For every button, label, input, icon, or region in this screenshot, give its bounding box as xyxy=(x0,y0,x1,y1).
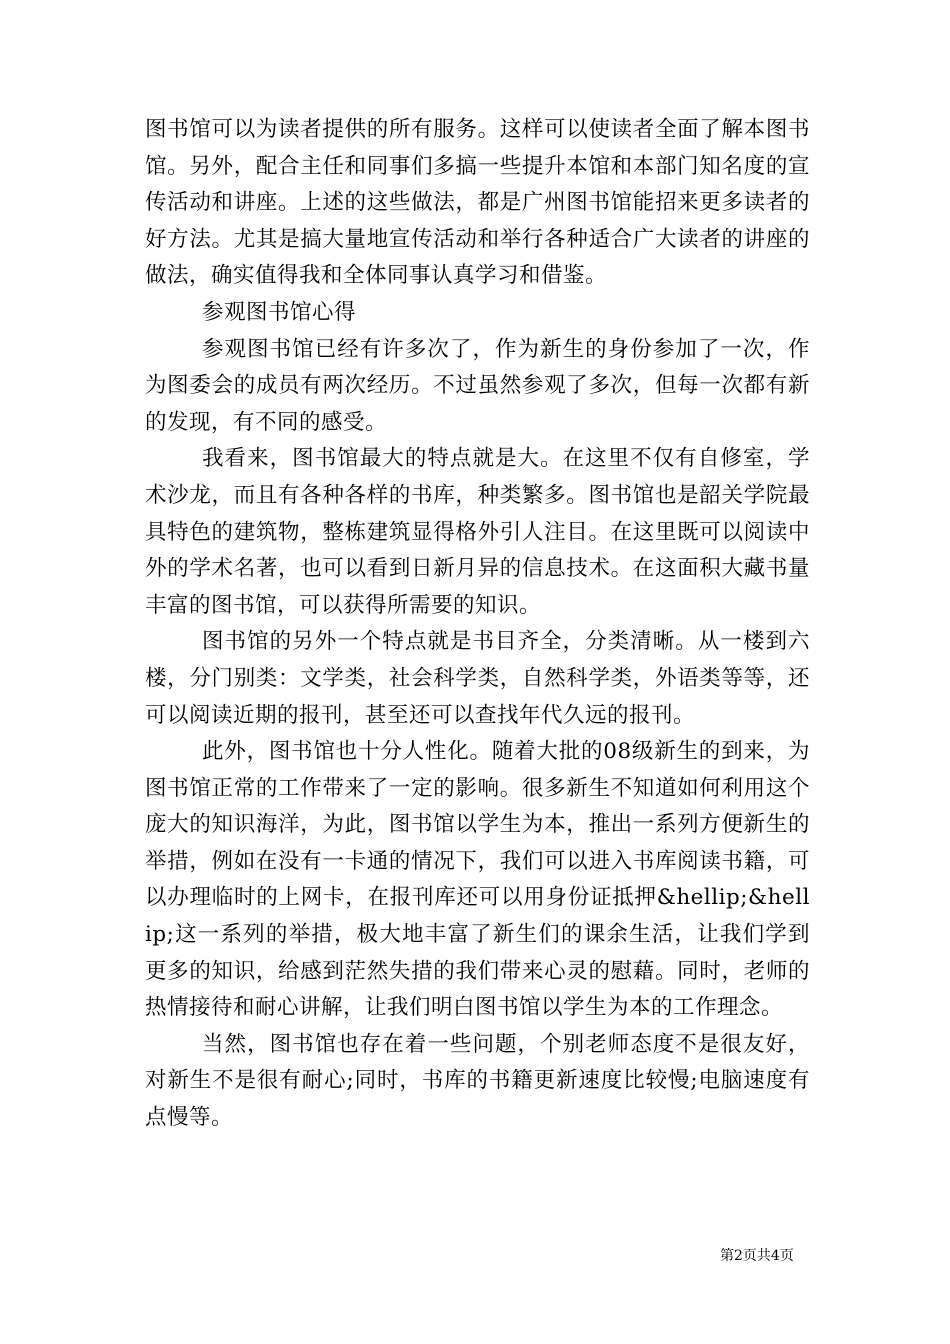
paragraph-5: 当然，图书馆也存在着一些问题，个别老师态度不是很友好，对新生不是很有耐心;同时，书库的书籍更新速度比较慢;电脑速度有点慢等。 xyxy=(145,1031,810,1131)
paragraph-4: 此外，图书馆也十分人性化。随着大批的08级新生的到来，为图书馆正常的工作带来了一定的影响。很多新生不知道如何利用这个庞大的知识海洋，为此，图书馆以学生为本，推出一系列方便新生的举措，例如在没有一卡通的情况下，我们可以进入书库阅读书籍，可以办理临时的上网卡，在报刊库还可以用身份证抵押&hellip;&hellip;这一系列的举措，极大地丰富了新生们的课余生活，让我们学到更多的知识，给感到茫然失措的我们带来心灵的慰藉。同时，老师的热情接待和耐心讲解，让我们明白图书馆以学生为本的工作理念。 xyxy=(145,739,810,1021)
paragraph-continuation: 图书馆可以为读者提供的所有服务。这样可以使读者全面了解本图书馆。另外，配合主任和同事们多搞一些提升本馆和本部门知名度的宣传活动和讲座。上述的这些做法，都是广州图书馆能招来更多读者的好方法。尤其是搞大量地宣传活动和举行各种适合广大读者的讲座的做法，确实值得我和全体同事认真学习和借鉴。 xyxy=(145,117,810,289)
section-heading: 参观图书馆心得 xyxy=(202,299,357,325)
paragraph-2: 我看来，图书馆最大的特点就是大。在这里不仅有自修室，学术沙龙，而且有各种各样的书库，种类繁多。图书馆也是韶关学院最具特色的建筑物，整栋建筑显得格外引人注目。在这里既可以阅读中外的学术名著，也可以看到日新月异的信息技术。在这面积大藏书量丰富的图书馆，可以获得所需要的知识。 xyxy=(145,446,810,618)
page-number-footer: 第2页共4页 xyxy=(720,1248,794,1264)
paragraph-1: 参观图书馆已经有许多次了，作为新生的身份参加了一次，作为图委会的成员有两次经历。不过虽然参观了多次，但每一次都有新的发现，有不同的感受。 xyxy=(145,336,810,435)
document-body xyxy=(145,112,810,1137)
paragraph-3: 图书馆的另外一个特点就是书目齐全，分类清晰。从一楼到六楼，分门别类：文学类，社会科学类，自然科学类，外语类等等，还可以阅读近期的报刊，甚至还可以查找年代久远的报刊。 xyxy=(145,629,810,728)
